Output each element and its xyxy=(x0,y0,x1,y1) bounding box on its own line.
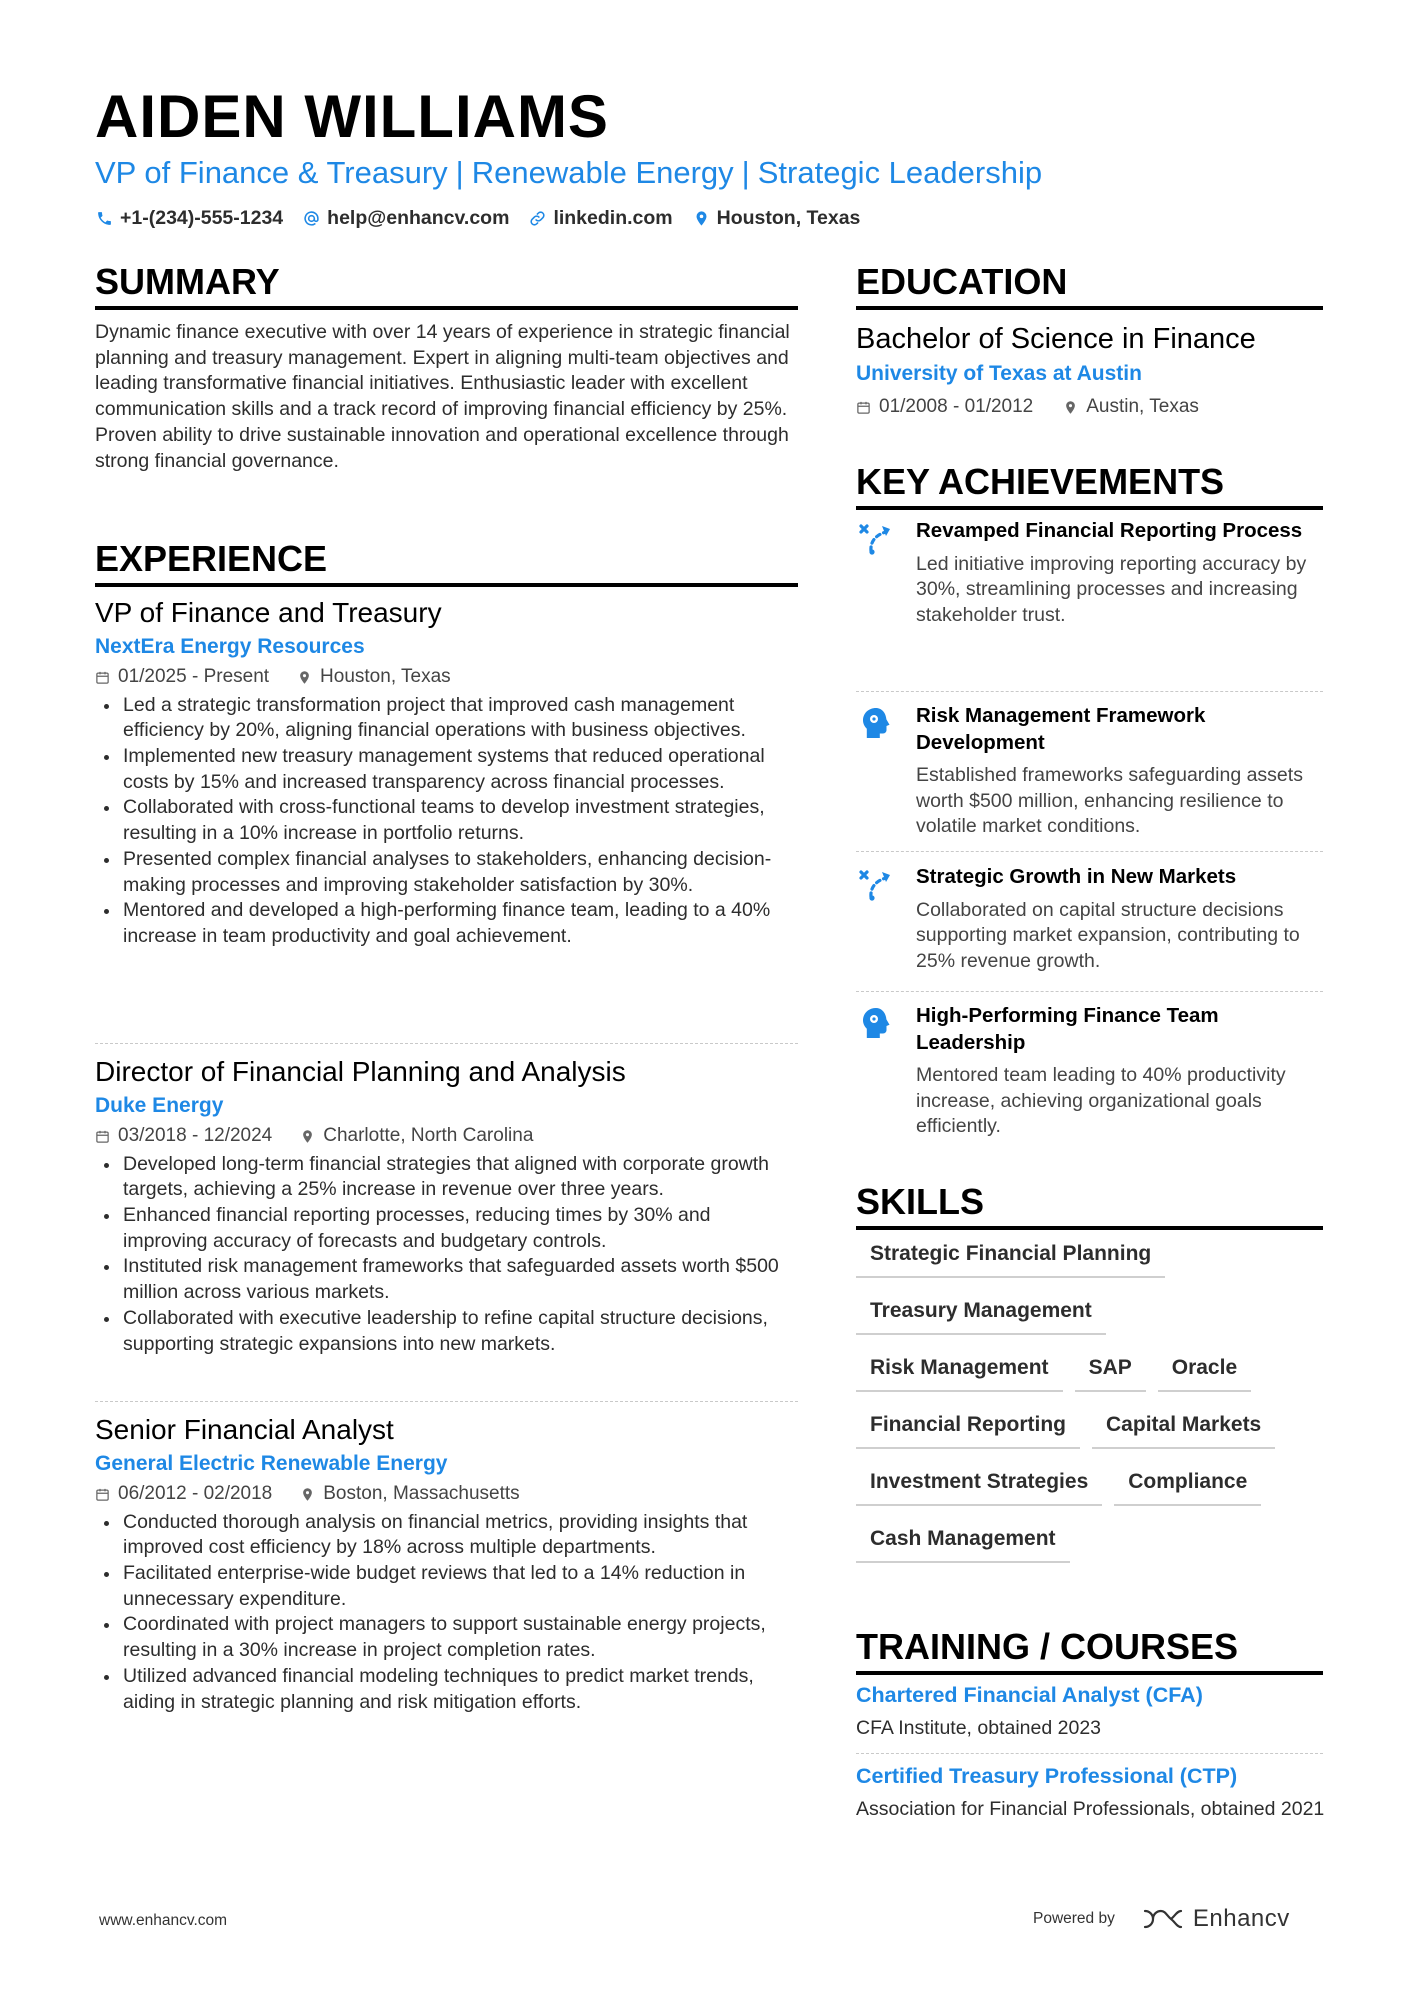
education-dates xyxy=(856,396,1033,418)
degree: Bachelor of Science in Finance xyxy=(856,323,1256,355)
location-pin-icon xyxy=(1063,400,1078,415)
headline xyxy=(95,155,1042,191)
skill-row xyxy=(856,1350,1326,1392)
divider xyxy=(856,851,1323,852)
contact-location xyxy=(693,207,861,230)
achievement-item xyxy=(856,703,1323,840)
summary-heading: SUMMARY xyxy=(95,262,798,310)
job-dates xyxy=(95,665,269,690)
bullet-item: Mentored and developed a high-performing finance team, leading to a 40% increase in team productivity and goal achievement. xyxy=(95,898,798,949)
linkedin-text: linkedin.com xyxy=(553,207,673,229)
course-desc: Association for Financial Professionals, obtained 2021 xyxy=(856,1797,1325,1820)
headline-part: Strategic Leadership xyxy=(757,155,1043,190)
company-name: Duke Energy xyxy=(95,1093,224,1117)
skill-row xyxy=(856,1293,1326,1335)
strategy-icon xyxy=(858,866,894,902)
achievement-item xyxy=(856,518,1323,628)
location-text: Houston, Texas xyxy=(716,207,861,229)
job-entry xyxy=(95,596,798,950)
job-title: Director of Financial Planning and Analysis xyxy=(95,1056,626,1087)
divider xyxy=(856,691,1323,692)
job-meta xyxy=(95,665,798,690)
job-dates xyxy=(95,1482,272,1507)
bullet-item: Utilized advanced financial modeling techniques to predict market trends, aiding in strategic planning and risk mitigation efforts. xyxy=(95,1664,798,1715)
bullet-item: Collaborated with cross-functional teams to develop investment strategies, resulting in a 10% increase in portfolio returns. xyxy=(95,795,798,846)
job-bullets xyxy=(95,693,798,950)
powered-by-text: Powered by xyxy=(1033,1910,1115,1927)
skill-tag: Risk Management xyxy=(856,1350,1063,1392)
skill-tag: Investment Strategies xyxy=(856,1464,1102,1506)
company-name: NextEra Energy Resources xyxy=(95,634,365,658)
skill-tag: Oracle xyxy=(1158,1350,1251,1392)
skill-row xyxy=(856,1521,1326,1563)
contact-bar xyxy=(96,207,860,230)
job-title: Senior Financial Analyst xyxy=(95,1414,394,1445)
education-location xyxy=(1063,396,1199,418)
bullet-item: Developed long-term financial strategies that aligned with corporate growth targets, achieving a 25% increase in revenue over three years. xyxy=(95,1152,798,1203)
achievement-desc: Led initiative improving reporting accuracy by 30%, streamlining processes and increasing stakeholder trust. xyxy=(916,552,1307,626)
job-location-text: Charlotte, North Carolina xyxy=(323,1124,534,1146)
skill-tag: SAP xyxy=(1075,1350,1146,1392)
headline-separator: | xyxy=(455,155,464,190)
divider xyxy=(95,1401,798,1402)
education-meta xyxy=(856,396,1199,418)
brand-name: Enhancv xyxy=(1192,1905,1290,1932)
skill-row xyxy=(856,1407,1326,1449)
job-location xyxy=(297,665,451,690)
skill-tag: Financial Reporting xyxy=(856,1407,1080,1449)
bullet-item: Facilitated enterprise-wide budget reviews that led to a 14% reduction in unnecessary expenditure. xyxy=(95,1561,798,1612)
job-title: VP of Finance and Treasury xyxy=(95,597,442,628)
contact-email[interactable] xyxy=(303,207,509,230)
education-heading: EDUCATION xyxy=(856,262,1323,310)
job-location-text: Houston, Texas xyxy=(320,665,451,687)
job-location-text: Boston, Massachusetts xyxy=(323,1482,520,1504)
course-name: Chartered Financial Analyst (CFA) xyxy=(856,1683,1203,1707)
achievement-title: Strategic Growth in New Markets xyxy=(916,865,1237,888)
location-pin-icon xyxy=(693,210,710,227)
calendar-icon xyxy=(856,400,871,415)
job-entry xyxy=(95,1413,798,1715)
skills-heading: SKILLS xyxy=(856,1182,1323,1230)
bullet-item: Conducted thorough analysis on financial metrics, providing insights that improved cost efficiency by 18% across multiple departments. xyxy=(95,1510,798,1561)
job-dates-text: 03/2018 - 12/2024 xyxy=(118,1124,273,1146)
achievement-title: Revamped Financial Reporting Process xyxy=(916,519,1303,542)
experience-heading: EXPERIENCE xyxy=(95,539,798,587)
bullet-item: Implemented new treasury management systems that reduced operational costs by 15% and increased transparency across financial processes. xyxy=(95,744,798,795)
email-text: help@enhancv.com xyxy=(327,207,510,229)
school-name: University of Texas at Austin xyxy=(856,362,1142,385)
skill-tag: Compliance xyxy=(1114,1464,1261,1506)
training-heading: TRAINING / COURSES xyxy=(856,1627,1323,1675)
strategy-icon xyxy=(858,520,894,556)
skill-row xyxy=(856,1236,1326,1278)
course-item xyxy=(856,1763,1326,1823)
summary-text: Dynamic finance executive with over 14 years of experience in strategic financial planning and treasury management. Expert in aligning multi-team objectives and leading transformative financial initiatives. Enthusiastic leader with excellent communication skills and a track record of improving financial efficiency by 25%. Proven ability to drive sustainable innovation and operational excellence through strong financial governance. xyxy=(95,321,790,472)
education-location-text: Austin, Texas xyxy=(1086,396,1199,417)
course-desc: CFA Institute, obtained 2023 xyxy=(856,1716,1102,1739)
job-meta xyxy=(95,1482,798,1507)
job-dates-text: 01/2025 - Present xyxy=(118,665,270,687)
skill-tag: Strategic Financial Planning xyxy=(856,1236,1165,1278)
divider xyxy=(856,991,1323,992)
bullet-item: Instituted risk management frameworks that safeguarded assets worth $500 million across various markets. xyxy=(95,1254,798,1305)
bullet-item: Collaborated with executive leadership to refine capital structure decisions, supporting strategic expansions into new markets. xyxy=(95,1306,798,1357)
skill-row xyxy=(856,1464,1326,1506)
job-bullets xyxy=(95,1510,798,1716)
footer-website[interactable]: www.enhancv.com xyxy=(99,1912,228,1929)
job-location xyxy=(300,1482,519,1507)
achievement-desc: Collaborated on capital structure decisions supporting market expansion, contributing to 25% revenue growth. xyxy=(916,898,1300,972)
job-bullets xyxy=(95,1152,798,1358)
skills-list xyxy=(856,1236,1326,1578)
job-dates-text: 06/2012 - 02/2018 xyxy=(118,1482,273,1504)
job-entry xyxy=(95,1055,798,1357)
skill-tag: Capital Markets xyxy=(1092,1407,1275,1449)
course-item xyxy=(856,1682,1326,1742)
phone-text: +1-(234)-555-1234 xyxy=(120,207,284,229)
headline-separator: | xyxy=(741,155,750,190)
footer-branding xyxy=(1033,1905,1290,1933)
course-name: Certified Treasury Professional (CTP) xyxy=(856,1764,1238,1788)
skill-tag: Treasury Management xyxy=(856,1293,1106,1335)
calendar-icon xyxy=(95,1129,110,1144)
head-icon xyxy=(858,705,894,741)
headline-part: VP of Finance & Treasury xyxy=(95,155,448,190)
job-location xyxy=(300,1124,533,1149)
achievement-item xyxy=(856,864,1323,974)
divider xyxy=(95,1043,798,1044)
education-dates-text: 01/2008 - 01/2012 xyxy=(879,396,1034,417)
achievement-title: High-Performing Finance Team Leadership xyxy=(916,1004,1219,1054)
at-icon xyxy=(303,210,320,227)
company-name: General Electric Renewable Energy xyxy=(95,1451,448,1475)
achievement-desc: Established frameworks safeguarding assets worth $500 million, enhancing resilience to volatile market conditions. xyxy=(916,764,1303,837)
bullet-item: Led a strategic transformation project that improved cash management efficiency by 20%, aligning financial operations with business objectives. xyxy=(95,693,798,744)
headline-part: Renewable Energy xyxy=(471,155,734,190)
contact-linkedin[interactable] xyxy=(529,207,672,230)
bullet-item: Presented complex financial analyses to stakeholders, enhancing decision-making processes and improving stakeholder satisfaction by 30%. xyxy=(95,847,798,898)
achievement-item xyxy=(856,1003,1323,1140)
location-pin-icon xyxy=(300,1487,315,1502)
enhancv-logo-icon xyxy=(1141,1907,1185,1931)
bullet-item: Enhanced financial reporting processes, reducing times by 30% and improving accuracy of forecasts and budgetary controls. xyxy=(95,1203,798,1254)
calendar-icon xyxy=(95,1487,110,1502)
achievement-title: Risk Management Framework Development xyxy=(916,704,1206,754)
head-icon xyxy=(858,1005,894,1041)
calendar-icon xyxy=(95,670,110,685)
candidate-name: AIDEN WILLIAMS xyxy=(95,83,609,150)
contact-phone[interactable] xyxy=(96,207,283,230)
location-pin-icon xyxy=(300,1129,315,1144)
achievements-heading: KEY ACHIEVEMENTS xyxy=(856,462,1323,510)
phone-icon xyxy=(96,210,113,227)
location-pin-icon xyxy=(297,670,312,685)
brand-logo[interactable] xyxy=(1141,1905,1290,1933)
bullet-item: Coordinated with project managers to support sustainable energy projects, resulting in a 30% increase in project completion rates. xyxy=(95,1612,798,1663)
divider xyxy=(856,1753,1323,1754)
skill-tag: Cash Management xyxy=(856,1521,1070,1563)
achievement-desc: Mentored team leading to 40% productivity increase, achieving organizational goals efficiently. xyxy=(916,1064,1286,1137)
job-meta xyxy=(95,1124,798,1149)
link-icon xyxy=(529,210,546,227)
job-dates xyxy=(95,1124,272,1149)
